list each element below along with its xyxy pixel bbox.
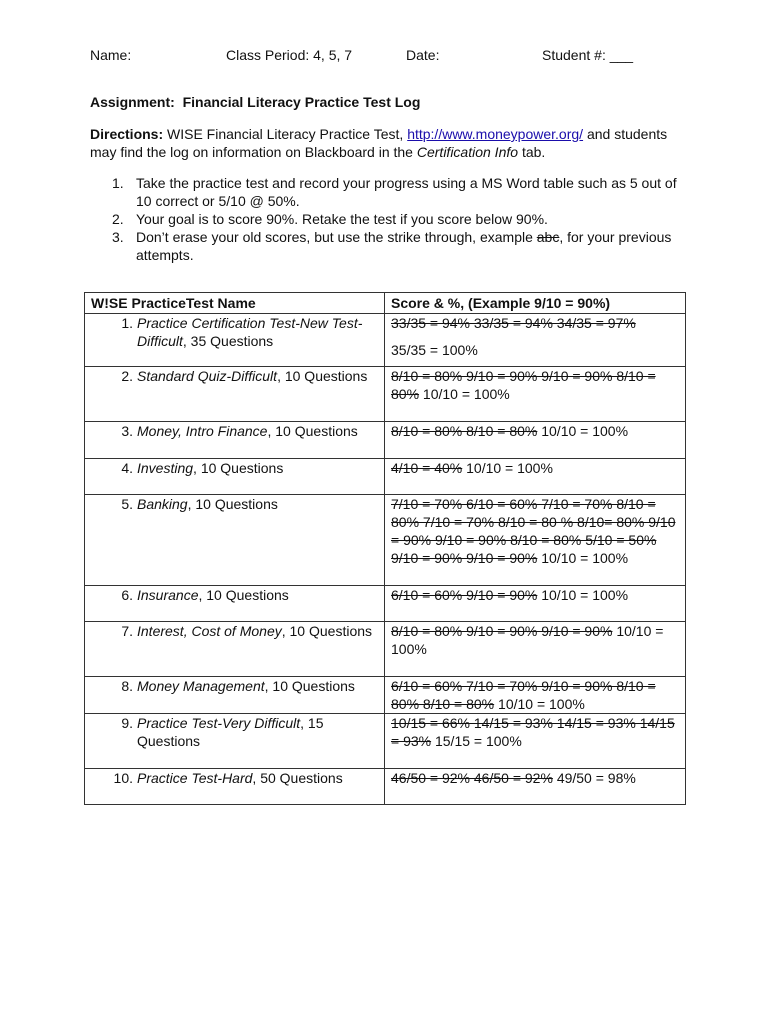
- question-count: , 10 Questions: [264, 678, 355, 694]
- previous-scores: 8/10 = 80% 9/10 = 90% 9/10 = 90% 8/10 = 80%: [391, 368, 656, 402]
- test-name: Practice Test-Hard: [137, 770, 253, 786]
- final-score: 10/10 = 100%: [422, 386, 510, 402]
- table-row: [85, 314, 686, 367]
- table-row: [85, 769, 686, 805]
- table-row: [85, 422, 686, 459]
- date-label: Date:: [406, 47, 440, 63]
- name-label: Name:: [90, 47, 132, 63]
- question-count: , 10 Questions: [198, 587, 289, 603]
- step-text: Your goal is to score 90%. Retake the test if you score below 90%.: [136, 211, 548, 227]
- previous-scores: 8/10 = 80% 8/10 = 80%: [391, 423, 538, 439]
- instruction-item: [90, 210, 690, 228]
- row-number: 3.: [121, 423, 133, 439]
- question-count: , 50 Questions: [252, 770, 343, 786]
- test-name: Money, Intro Finance: [137, 423, 268, 439]
- class-period: Class Period: 4, 5, 7: [226, 47, 353, 63]
- previous-scores: 4/10 = 40%: [391, 460, 463, 476]
- step-number: 3.: [112, 229, 124, 245]
- test-name: Standard Quiz-Difficult: [137, 368, 278, 384]
- directions-paragraph: [90, 125, 690, 161]
- final-score: 10/10 = 100%: [541, 423, 629, 439]
- assignment-label: Assignment:: [90, 94, 175, 110]
- table-row: [85, 677, 686, 714]
- practice-test-log-table: [84, 292, 686, 805]
- question-count: , 15 Questions: [137, 715, 324, 749]
- row-number: 9.: [121, 715, 133, 731]
- step-number: 1.: [112, 175, 124, 191]
- table-row: [85, 367, 686, 422]
- final-score: 10/10 = 100%: [391, 623, 664, 657]
- previous-scores: 46/50 = 92% 46/50 = 92%: [391, 770, 553, 786]
- directions-text-2: and students may find the log on information on Blackboard in the: [90, 126, 668, 160]
- question-count: , 10 Questions: [193, 460, 284, 476]
- final-score: 10/10 = 100%: [541, 550, 629, 566]
- table-row: [85, 714, 686, 769]
- certification-info-tab: Certification Info: [416, 144, 519, 160]
- row-number: 7.: [121, 623, 133, 639]
- final-score: 10/10 = 100%: [498, 696, 585, 712]
- test-name: Insurance: [137, 587, 199, 603]
- instruction-item: [90, 174, 690, 210]
- question-count: , 10 Questions: [187, 496, 278, 512]
- final-score: 49/50 = 98%: [556, 770, 636, 786]
- previous-scores: 10/15 = 66% 14/15 = 93% 14/15 = 93% 14/15 = 93%: [391, 715, 675, 749]
- header-line: [90, 47, 690, 67]
- table-header-row: [85, 293, 686, 314]
- directions-text-end: tab.: [521, 144, 546, 160]
- question-count: , 35 Questions: [182, 333, 274, 349]
- test-name: Banking: [137, 496, 188, 512]
- row-number: 8.: [121, 678, 133, 694]
- row-number: 2.: [121, 368, 133, 384]
- score-column-header: Score & %, (Example 9/10 = 90%): [385, 293, 686, 314]
- row-number: 5.: [121, 496, 133, 512]
- directions-text: WISE Financial Literacy Practice Test,: [167, 126, 404, 142]
- student-number-label: Student #: ___: [542, 47, 634, 63]
- table-row: [85, 459, 686, 495]
- moneypower-link[interactable]: http://www.moneypower.org/: [407, 126, 584, 142]
- step-text: Take the practice test and record your progress using a MS Word table such as 5 out of 10 correct or 5/10 @ 50%.: [136, 175, 677, 209]
- test-name: Investing: [137, 460, 194, 476]
- strike-example: abc: [536, 229, 560, 245]
- assignment-title: [90, 94, 420, 110]
- row-number: 6.: [121, 587, 133, 603]
- test-name: Practice Test-Very Difficult: [137, 715, 301, 731]
- question-count: , 10 Questions: [281, 623, 373, 639]
- previous-scores: 6/10 = 60% 7/10 = 70% 9/10 = 90% 8/10 = 80% 8/10 = 80%: [391, 678, 656, 712]
- question-count: , 10 Questions: [267, 423, 358, 439]
- test-name: Money Management: [137, 678, 265, 694]
- final-score: 35/35 = 100%: [391, 342, 478, 358]
- assignment-name: Financial Literacy Practice Test Log: [182, 94, 421, 110]
- test-name: Interest, Cost of Money: [137, 623, 282, 639]
- final-score: 15/15 = 100%: [434, 733, 522, 749]
- step-text: Don’t erase your old scores, but use the strike through, example: [136, 229, 533, 245]
- test-name-column-header: W!SE PracticeTest Name: [85, 293, 385, 314]
- test-name: Practice Certification Test-New Test-Difficult: [137, 315, 363, 349]
- step-number: 2.: [112, 211, 124, 227]
- question-count: , 10 Questions: [277, 368, 368, 384]
- previous-scores: 7/10 = 70% 6/10 = 60% 7/10 = 70% 8/10 = 80% 7/10 = 70% 8/10 = 80 % 8/10= 80% 9/10 = 90% 9/10 = 90% 8/10 = 80% 5/10 = 50% 9/10 = 90% 9/10 = 90%: [391, 496, 676, 566]
- instruction-item: [90, 228, 690, 264]
- table-row: [85, 622, 686, 677]
- step-text-end: , for your previous attempts.: [136, 229, 672, 263]
- previous-scores: 8/10 = 80% 9/10 = 90% 9/10 = 90%: [391, 623, 613, 639]
- row-number: 10.: [113, 770, 133, 786]
- table-row: [85, 586, 686, 622]
- final-score: 10/10 = 100%: [541, 587, 629, 603]
- final-score: 10/10 = 100%: [466, 460, 553, 476]
- directions-label: Directions:: [90, 126, 164, 142]
- row-number: 1.: [121, 315, 133, 331]
- instruction-list: [90, 174, 690, 264]
- table-row: [85, 495, 686, 586]
- previous-scores: 6/10 = 60% 9/10 = 90%: [391, 587, 538, 603]
- row-number: 4.: [121, 460, 133, 476]
- previous-scores: 33/35 = 94% 33/35 = 94% 34/35 = 97%: [391, 315, 636, 331]
